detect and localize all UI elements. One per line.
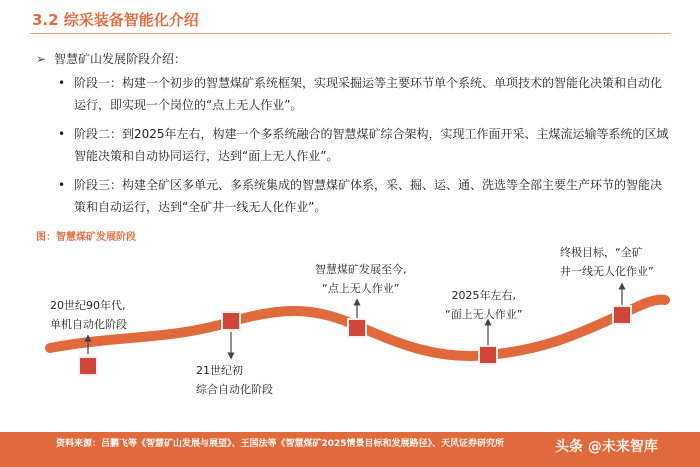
intro-text: 智慧矿山发展阶段介绍：: [54, 52, 187, 66]
stage-label-line: 单机自动化阶段: [50, 318, 127, 331]
stage-label-line: “点上无人作业”: [322, 282, 400, 295]
stage-5-label: [560, 243, 654, 281]
arrow-bullet-icon: ➢: [36, 52, 47, 66]
stage-label-line: 井一线无人化作业”: [560, 265, 654, 278]
stage-label-line: 终极目标，“全矿: [560, 246, 643, 259]
bullet-dot-icon: •: [58, 76, 66, 90]
stage-label-line: 2025年左右,: [451, 289, 516, 302]
stage-3-marker: [348, 319, 366, 337]
stage-label-line: 21世纪初: [196, 364, 243, 377]
stage-1-marker: [79, 357, 97, 375]
stage-2-label: [196, 361, 273, 399]
figure-caption: 图：智慧煤矿发展阶段: [36, 232, 136, 243]
stage-label-line: 综合自动化阶段: [196, 383, 273, 396]
stage-label-line: 智慧煤矿发展至今,: [315, 263, 407, 276]
watermark: 头条 @未来智库: [555, 439, 658, 455]
stage-label-line: 20世纪90年代,: [50, 299, 126, 312]
stage-5-marker: [613, 306, 631, 324]
bullet-text: 阶段一：构建一个初步的智慧煤矿系统框架，实现采掘运等主要环节单个系统、单项技术的智能化决策和自动化运行，即实现一个岗位的“点上无人作业”。: [74, 76, 663, 112]
stage-4-label: [445, 286, 522, 324]
bullet-dot-icon: •: [58, 127, 66, 141]
bullet-text: 阶段三：构建全矿区多单元、多系统集成的智慧煤矿体系，采、掘、运、通、洗选等全部主要生产环节的智能决策和自动运行，达到“全矿井一线无人化作业”。: [74, 178, 663, 214]
slide-title: 3.2 综采装备智能化介绍: [32, 11, 199, 29]
stage-2-marker: [222, 312, 240, 330]
bullet-dot-icon: •: [58, 178, 66, 192]
source-note: 资料来源：吕鹏飞等《智慧矿山发展与展望》、王国法等《智慧煤矿2025情景目标和发展路径》、天风证券研究所: [56, 439, 505, 449]
bullet-text: 阶段二：到2025年左右，构建一个多系统融合的智慧煤矿综合架构，实现工作面开采、主煤流运输等系统的区域智能决策和自动协同运行，达到“面上无人作业”。: [74, 127, 669, 163]
stage-1-label: [50, 296, 127, 334]
stage-4-marker: [479, 346, 497, 364]
stage-label-line: “面上无人作业”: [445, 308, 523, 321]
stage-3-label: [315, 260, 407, 298]
